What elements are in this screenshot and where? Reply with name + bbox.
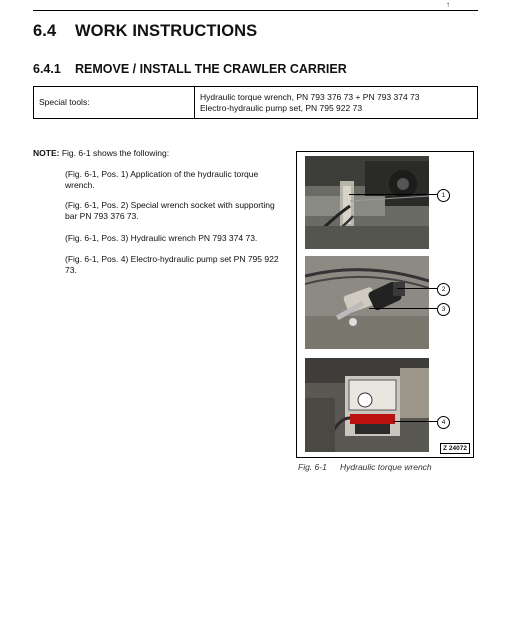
subsection-heading [33,62,347,76]
figure-reference: Z 24072 [440,443,470,454]
photo-torque-wrench-application [305,156,429,249]
photo-pump-set [305,358,429,452]
special-tools-values [200,92,420,114]
callout-3: 3 [437,303,450,316]
figure-caption-text: Hydraulic torque wrench [340,462,432,472]
special-tools-table [33,86,478,119]
special-tool-line: Electro-hydraulic pump set, PN 795 922 73 [200,103,363,113]
figure-caption [298,462,432,472]
subsection-number: 6.4.1 [33,62,61,76]
note-text: Fig. 6-1 shows the following: [61,148,170,158]
special-tool-line: Hydraulic torque wrench, PN 793 376 73 + PN 793 374 73 [200,92,420,102]
leader-line [349,194,437,195]
callout-4: 4 [437,416,450,429]
note-item: (Fig. 6-1, Pos. 4) Electro-hydraulic pump set PN 795 922 73. [65,254,279,275]
leader-line [369,308,437,309]
leader-line [393,421,437,422]
figure-frame [296,151,474,458]
section-heading [33,22,257,41]
special-tools-label: Special tools: [39,97,90,107]
note-item: (Fig. 6-1, Pos. 2) Special wrench socket with supporting bar PN 793 376 73. [65,200,275,221]
note-item: (Fig. 6-1, Pos. 1) Application of the hydraulic torque wrench. [65,169,259,190]
table-divider [194,87,195,118]
note-item: (Fig. 6-1, Pos. 3) Hydraulic wrench PN 793 374 73. [65,233,258,243]
photo-wrench-socket [305,256,429,349]
callout-1: 1 [437,189,450,202]
page-corner-mark: ↑ [446,0,450,9]
section-number: 6.4 [33,22,57,40]
top-rule [33,10,478,11]
subsection-title: REMOVE / INSTALL THE CRAWLER CARRIER [75,62,347,76]
note-prefix: NOTE: [33,148,60,158]
note-line [33,148,169,158]
figure-caption-number: Fig. 6-1 [298,462,327,472]
leader-line [397,288,437,289]
section-title: WORK INSTRUCTIONS [75,22,258,40]
callout-2: 2 [437,283,450,296]
